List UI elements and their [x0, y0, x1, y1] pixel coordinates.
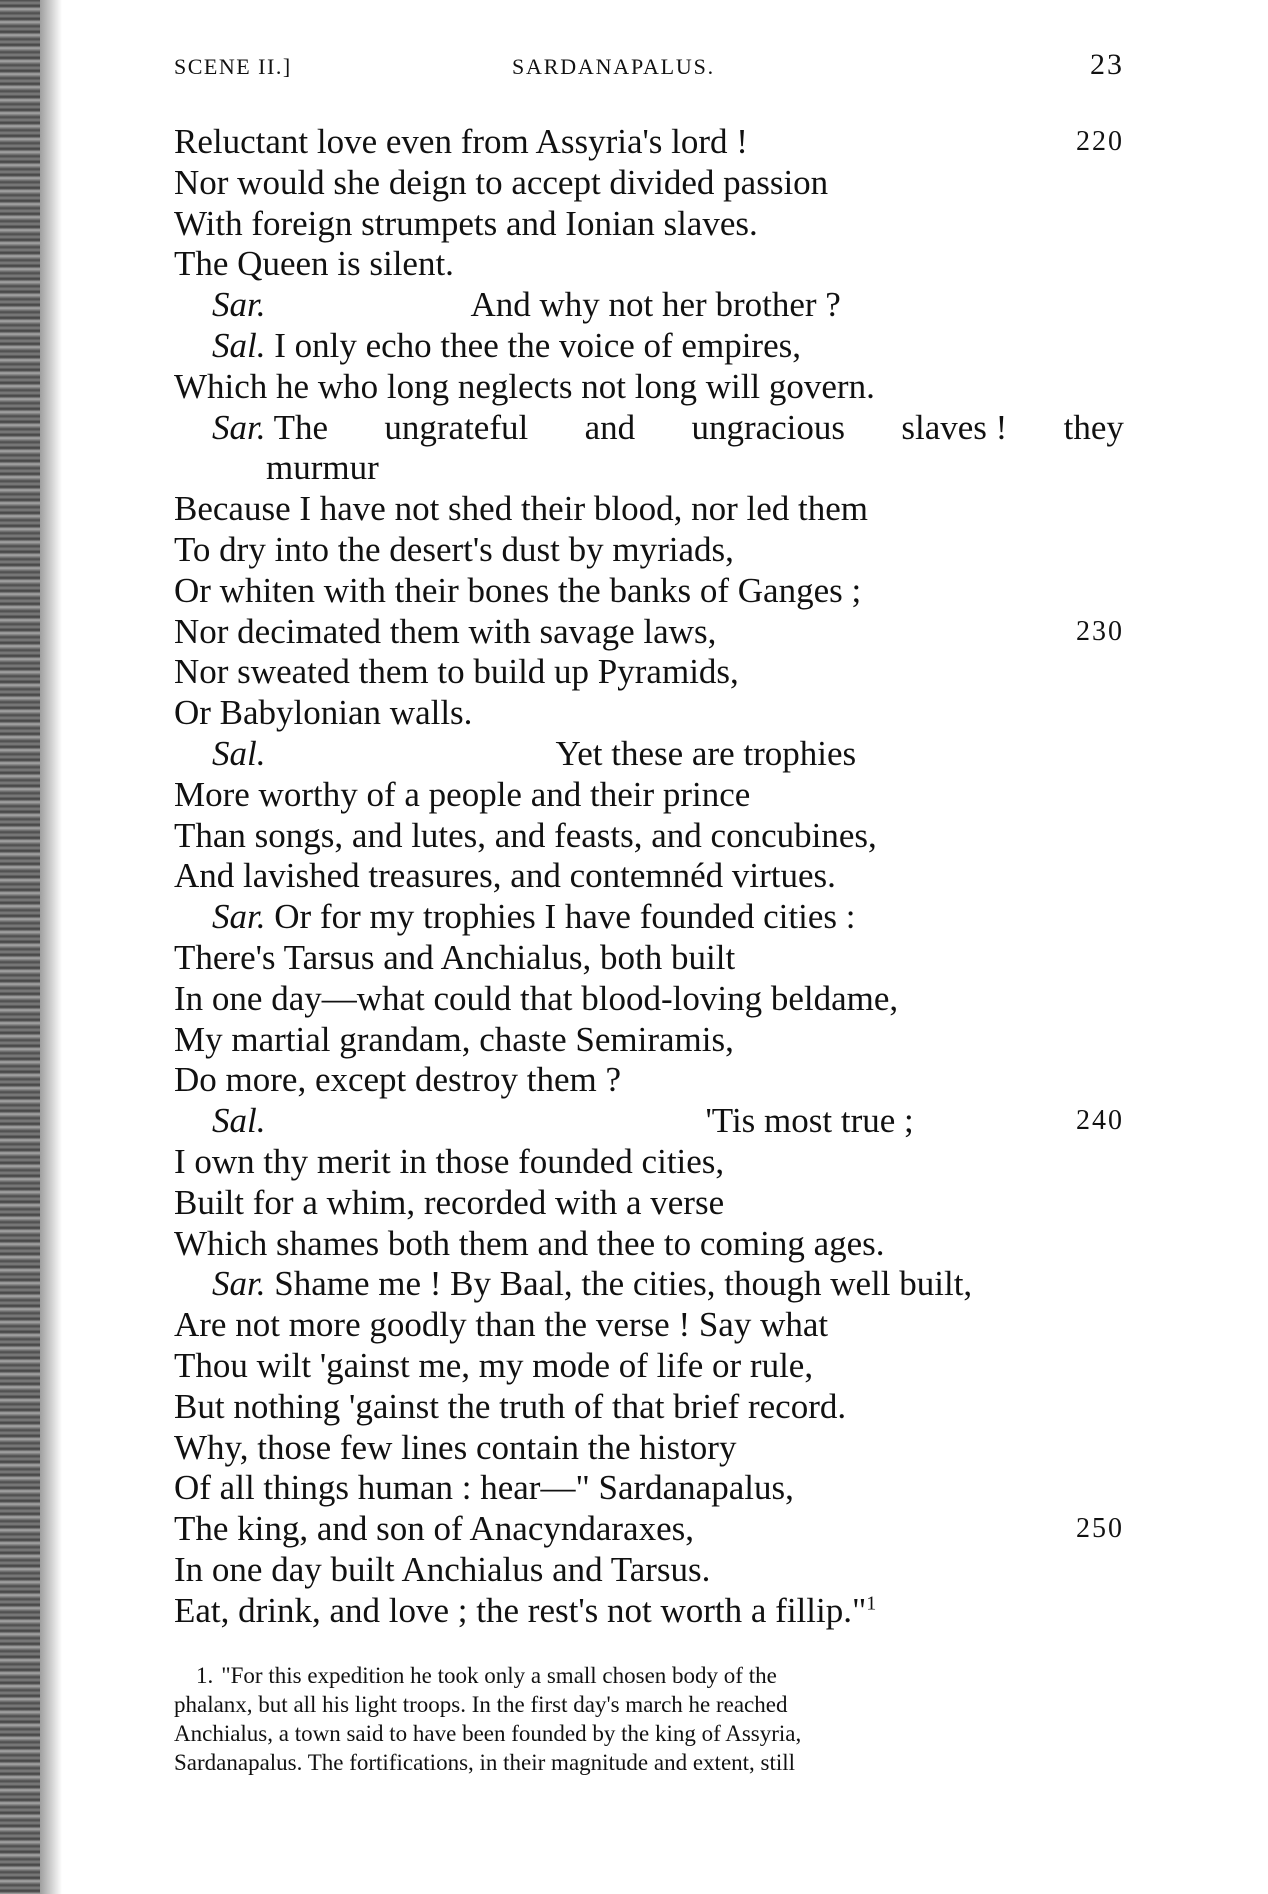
- verse-line: [174, 1224, 1124, 1265]
- verse-line: [174, 1387, 1124, 1428]
- footnote-text: "For this expedition he took only a small chosen body of the: [221, 1663, 777, 1689]
- verse-line-text: With foreign strumpets and Ionian slaves.: [174, 203, 758, 243]
- verse-line-text: Which he who long neglects not long will govern.: [174, 366, 875, 406]
- scene-label: SCENE II.]: [174, 54, 292, 79]
- verse-line: [174, 285, 1124, 326]
- verse-word: ungracious: [691, 407, 846, 447]
- verse-line-text: Or Babylonian walls.: [174, 693, 473, 733]
- verse-line-text: Eat, drink, and love ; the rest's not worth a fillip.": [174, 1590, 867, 1630]
- verse-line-text: And lavished treasures, and contemnéd virtues.: [174, 856, 836, 896]
- verse-line-text: Nor would she deign to accept divided passion: [174, 162, 829, 202]
- verse-word: and: [584, 407, 636, 447]
- verse-line-text: Reluctant love even from Assyria's lord !: [174, 122, 748, 161]
- verse-line: [174, 734, 1124, 775]
- speaker-label: Sal.: [212, 733, 266, 773]
- verse-line: [174, 1509, 1124, 1550]
- verse-line: [174, 367, 1124, 408]
- verse-line-text: Shame me ! By Baal, the cities, though well built,: [274, 1264, 973, 1304]
- verse-line: [174, 204, 1124, 245]
- verse-word: slaves !: [901, 407, 1008, 447]
- verse-line: [174, 530, 1124, 571]
- verse-line-text: Why, those few lines contain the history: [174, 1427, 737, 1467]
- verse-line: [174, 979, 1124, 1020]
- footnote: [174, 1661, 1124, 1777]
- verse-line: [174, 1060, 1124, 1101]
- verse-line-text: Do more, except destroy them ?: [174, 1060, 622, 1100]
- line-number: 250: [1076, 1513, 1124, 1545]
- verse-line-text: But nothing 'gainst the truth of that brief record.: [174, 1386, 847, 1426]
- footnote-line: [174, 1719, 1124, 1748]
- line-number: 220: [1076, 126, 1124, 157]
- verse-line-text: Or for my trophies I have founded cities :: [274, 897, 856, 937]
- footnote-text: Sardanapalus. The fortifications, in their magnitude and extent, still: [174, 1750, 796, 1776]
- speaker-label: Sal.: [212, 1101, 266, 1141]
- verse-line-text: There's Tarsus and Anchialus, both built: [174, 937, 736, 977]
- verse-line-text: Or whiten with their bones the banks of Ganges ;: [174, 570, 862, 610]
- verse-line: [174, 163, 1124, 204]
- verse-line-text: In one day—what could that blood-loving beldame,: [174, 978, 899, 1018]
- verse-line: [174, 408, 1124, 449]
- verse-line-text: Than songs, and lutes, and feasts, and concubines,: [174, 815, 877, 855]
- verse-line: [174, 1550, 1124, 1591]
- line-number: 230: [1076, 615, 1124, 647]
- verse-line: [174, 1468, 1124, 1509]
- verse-line: [174, 897, 1124, 938]
- verse-line: [174, 1305, 1124, 1346]
- verse-line-text: In one day built Anchialus and Tarsus.: [174, 1549, 711, 1589]
- verse-line: [174, 612, 1124, 653]
- book-page: [174, 40, 1124, 1777]
- verse-line-text: 'Tis most true ;: [705, 1101, 914, 1141]
- verse-line: [174, 244, 1124, 285]
- footnote-text: Anchialus, a town said to have been founded by the king of Assyria,: [174, 1721, 802, 1747]
- verse-line-text: Built for a whim, recorded with a verse: [174, 1182, 725, 1222]
- verse-line-text: And why not her brother ?: [470, 285, 841, 325]
- verse-line-text: Thou wilt 'gainst me, my mode of life or rule,: [174, 1345, 814, 1385]
- verse-line-text: Yet these are trophies: [555, 733, 857, 773]
- footnote-reference: 1: [866, 1592, 877, 1615]
- verse-line: [174, 448, 1124, 489]
- verse-line: [174, 693, 1124, 734]
- footnote-text: phalanx, but all his light troops. In the first day's march he reached: [174, 1692, 788, 1718]
- verse-line: [174, 1183, 1124, 1224]
- verse-line: [174, 775, 1124, 816]
- verse-line-text: murmur: [266, 448, 379, 488]
- verse-line: [174, 1346, 1124, 1387]
- play-title: SARDANAPALUS.: [512, 54, 715, 79]
- verse-line-text: Which shames both them and thee to coming ages.: [174, 1223, 885, 1263]
- verse-line-text: Because I have not shed their blood, nor led them: [174, 489, 868, 529]
- verse-line: [174, 571, 1124, 612]
- verse-line-text: I only echo thee the voice of empires,: [274, 325, 801, 365]
- verse-line: [174, 856, 1124, 897]
- verse-line: [174, 1428, 1124, 1469]
- footnote-line: [174, 1748, 1124, 1777]
- footnote-mark: 1.: [196, 1663, 214, 1689]
- verse-line: [174, 122, 1124, 163]
- verse-line-text: My martial grandam, chaste Semiramis,: [174, 1019, 734, 1059]
- verse-word: The: [273, 407, 329, 447]
- book-binding-edge: [0, 0, 40, 1894]
- verse-line-text: I own thy merit in those founded cities,: [174, 1141, 725, 1181]
- speaker-label: Sar.: [212, 285, 266, 325]
- verse-line: [174, 1142, 1124, 1183]
- verse-line: [174, 652, 1124, 693]
- verse-line-text: The king, and son of Anacyndaraxes,: [174, 1509, 694, 1549]
- speaker-label: Sar.: [212, 897, 266, 937]
- verse-line: [174, 1264, 1124, 1305]
- binding-shadow: [40, 0, 62, 1894]
- verse-line: [174, 1020, 1124, 1061]
- footnote-line: [174, 1690, 1124, 1719]
- verse-word: they: [1063, 407, 1124, 447]
- verse-text: [174, 122, 1124, 1631]
- verse-line-text: The Queen is silent.: [174, 244, 454, 284]
- verse-word: ungrateful: [384, 407, 529, 447]
- verse-line: [174, 816, 1124, 857]
- speaker-label: Sal.: [212, 325, 266, 365]
- verse-line-text: Are not more goodly than the verse ! Say what: [174, 1305, 829, 1345]
- verse-line: [174, 938, 1124, 979]
- verse-line: [174, 1591, 1124, 1632]
- verse-line-text: Nor decimated them with savage laws,: [174, 611, 717, 651]
- running-header: [174, 40, 1124, 86]
- verse-line: [174, 1101, 1124, 1142]
- verse-line-text: More worthy of a people and their prince: [174, 774, 751, 814]
- verse-line: [174, 326, 1124, 367]
- speaker-label: Sar.: [212, 407, 266, 447]
- verse-line-text: To dry into the desert's dust by myriads,: [174, 529, 734, 569]
- footnote-line: [174, 1661, 1124, 1690]
- line-number: 240: [1076, 1105, 1124, 1137]
- page-number: 23: [1090, 48, 1124, 81]
- verse-line-text: Nor sweated them to build up Pyramids,: [174, 652, 739, 692]
- verse-line-text: Of all things human : hear—" Sardanapalus,: [174, 1468, 794, 1508]
- speaker-label: Sar.: [212, 1264, 266, 1304]
- verse-line: [174, 489, 1124, 530]
